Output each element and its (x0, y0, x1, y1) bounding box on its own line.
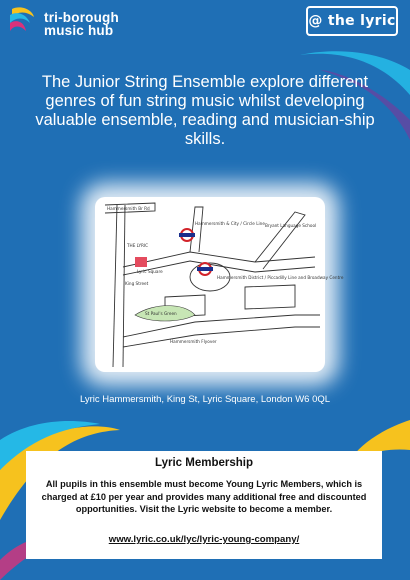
hub-logo-icon (6, 5, 38, 37)
membership-link[interactable]: www.lyric.co.uk/lyc/lyric-young-company/ (108, 534, 300, 545)
map-label-king-st: King Street (125, 281, 149, 286)
membership-box (26, 451, 382, 559)
map-label-the-lyric: THE LYRIC (127, 243, 149, 248)
hub-logo-line1: tri-borough (44, 10, 119, 25)
map-label-flyover: Hammersmith Flyover (170, 339, 217, 344)
hub-logo-text (44, 11, 119, 37)
intro-text: The Junior String Ensemble explore different genres of fun string music whilst developing valuable ensemble, reading and musician-ship skills. (35, 73, 375, 148)
map-label-hammersmith-bridge: Hammersmith Br Rd (107, 206, 150, 211)
map-label-lyric-square: Lyric Square (137, 269, 163, 274)
lyric-building (135, 257, 147, 267)
map-label-st-pauls-green: St Paul's Green (145, 311, 177, 316)
address: Lyric Hammersmith, King St, Lyric Square, London W6 0QL (79, 394, 331, 405)
map-drawing (95, 197, 344, 372)
membership-title: Lyric Membership (155, 457, 253, 469)
hub-logo-line2: music hub (44, 23, 114, 38)
map-label-station-dp: Hammersmith District / Piccadilly Line and Broadway Centre (217, 275, 344, 280)
lyric-logo: @ the lyric (306, 6, 398, 36)
tri-borough-music-hub-logo (6, 5, 136, 37)
map-label-school: Bryant Language School (265, 223, 317, 228)
map-label-station-hc: Hammersmith & City / Circle Line (195, 221, 265, 226)
membership-body: All pupils in this ensemble must become Young Lyric Members, which is charged at £10 per year and provides many additional free and discounted opportunities. Visit the Lyric website to become a member. (41, 479, 367, 514)
location-map (95, 197, 344, 372)
